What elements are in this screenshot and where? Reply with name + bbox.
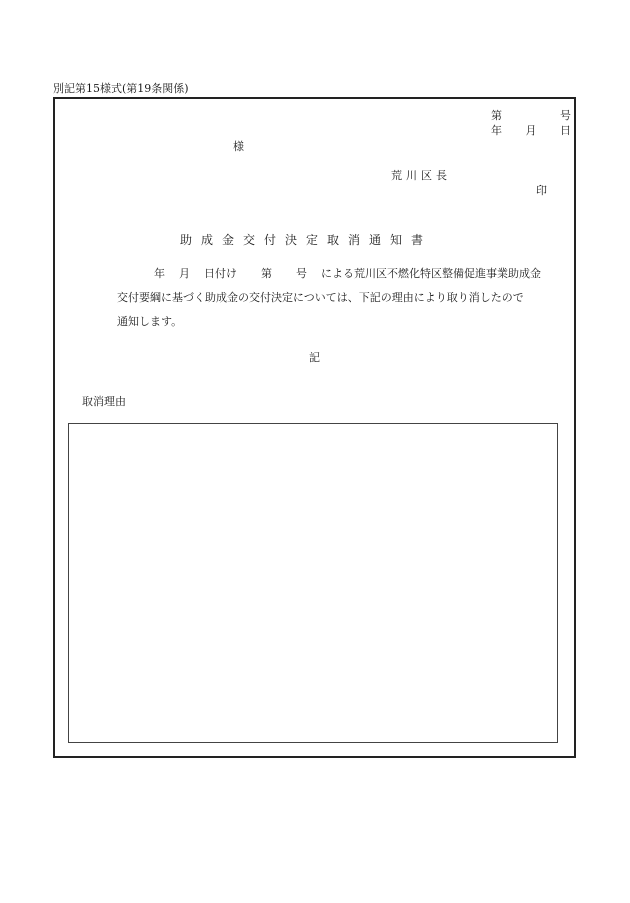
body-no-prefix: 第: [261, 267, 272, 280]
body-dated: 日付け: [204, 267, 237, 280]
ki-heading: 記: [309, 351, 320, 364]
form-label: 別記第15様式(第19条関係): [53, 82, 189, 95]
number-suffix: 号: [560, 109, 571, 122]
issuer-name: 荒川区長: [391, 169, 451, 182]
body-year: 年: [154, 267, 165, 280]
body-line-3: 通知します。: [117, 315, 183, 328]
body-no-suffix: 号: [296, 267, 307, 280]
document-title: 助成金交付決定取消通知書: [180, 233, 433, 247]
date-day: 日: [560, 124, 571, 137]
number-prefix: 第: [491, 109, 502, 122]
addressee-suffix: 様: [233, 140, 244, 153]
body-month: 月: [179, 267, 190, 280]
reason-box[interactable]: [68, 423, 558, 743]
body-line-1-rest: による荒川区不燃化特区整備促進事業助成金: [321, 267, 541, 280]
reason-label: 取消理由: [82, 395, 126, 408]
date-month: 月: [525, 124, 537, 137]
document-date-line: [491, 122, 571, 138]
body-line-2: 交付要綱に基づく助成金の交付決定については、下記の理由により取り消したので: [117, 291, 524, 304]
document-number-line: [491, 107, 571, 123]
body-line-1: [154, 265, 541, 281]
date-year: 年: [491, 124, 502, 137]
seal-mark: 印: [536, 184, 547, 197]
